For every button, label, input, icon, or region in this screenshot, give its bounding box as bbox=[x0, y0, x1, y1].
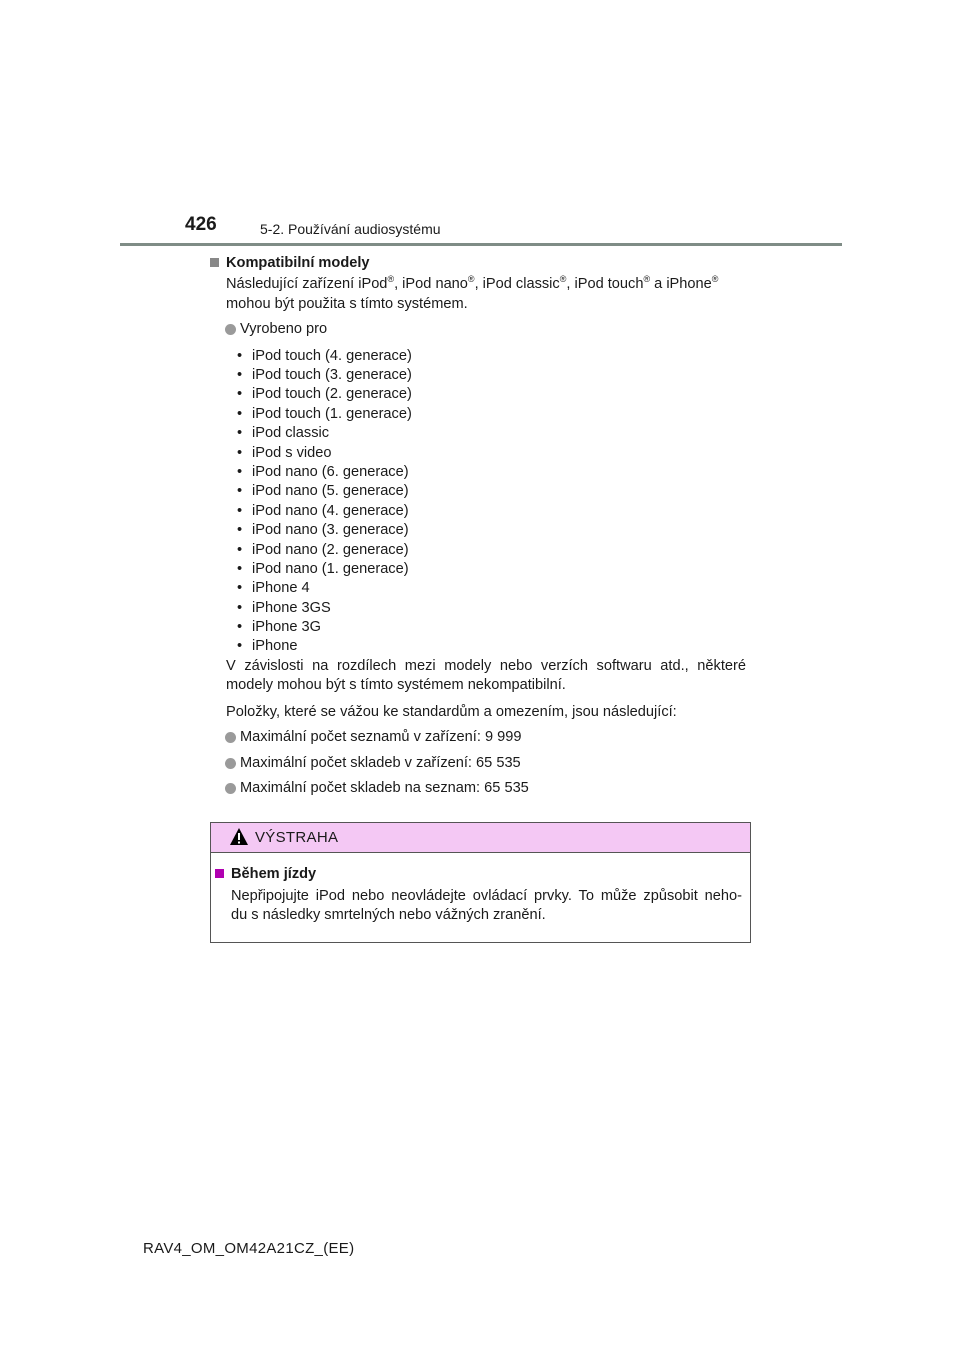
intro-part: , iPod classic bbox=[474, 276, 560, 293]
section-title: 5-2. Používání audiosystému bbox=[260, 221, 441, 237]
intro-part: Následující zařízení iPod bbox=[226, 276, 388, 293]
list-item: • iPod touch (2. generace) bbox=[236, 385, 746, 404]
compat-heading bbox=[210, 254, 746, 273]
list-item: • iPhone 4 bbox=[236, 579, 746, 598]
square-bullet-icon bbox=[210, 258, 219, 267]
registered-mark: ® bbox=[387, 274, 395, 285]
compat-heading-text: Kompatibilní modely bbox=[226, 255, 370, 271]
limit-text: Maximální počet seznamů v zařízení: 9 999 bbox=[240, 729, 522, 746]
registered-mark: ® bbox=[559, 274, 567, 285]
list-item: • iPod nano (6. generace) bbox=[236, 463, 746, 482]
limit-text: Maximální počet skladeb na seznam: 65 535 bbox=[240, 779, 529, 796]
registered-mark: ® bbox=[467, 274, 475, 285]
intro-part: , iPod touch bbox=[566, 276, 644, 293]
intro-part: , iPod nano bbox=[394, 276, 468, 293]
circle-bullet-icon bbox=[225, 758, 236, 769]
list-item: • iPod touch (4. generace) bbox=[236, 347, 746, 366]
list-item: • iPhone 3GS bbox=[236, 599, 746, 618]
list-item: • iPod touch (1. generace) bbox=[236, 405, 746, 424]
warning-title: VÝSTRAHA bbox=[255, 829, 339, 846]
main-content bbox=[210, 254, 746, 798]
list-item: • iPod touch (3. generace) bbox=[236, 366, 746, 385]
header-rule bbox=[120, 243, 842, 246]
compat-intro-end: mohou být použita s tímto systémem. bbox=[226, 295, 468, 312]
compat-note-line1: V závislosti na rozdílech mezi modely nebo verzích softwaru atd., některé bbox=[226, 657, 746, 674]
page-number: 426 bbox=[185, 214, 217, 235]
limit-row bbox=[210, 754, 746, 773]
warning-heading bbox=[215, 865, 742, 885]
circle-bullet-icon bbox=[225, 324, 236, 335]
warning-body bbox=[211, 853, 750, 926]
list-item: • iPod nano (1. generace) bbox=[236, 560, 746, 579]
square-bullet-icon bbox=[215, 869, 224, 878]
list-item: • iPod classic bbox=[236, 424, 746, 443]
warning-heading-text: Během jízdy bbox=[231, 866, 317, 882]
circle-bullet-icon bbox=[225, 783, 236, 794]
list-item: • iPhone 3G bbox=[236, 618, 746, 637]
made-for-label: Vyrobeno pro bbox=[240, 321, 328, 338]
list-item: • iPod nano (5. generace) bbox=[236, 482, 746, 501]
list-item: • iPhone bbox=[236, 637, 746, 656]
list-item: • iPod nano (4. generace) bbox=[236, 502, 746, 521]
list-item: • iPod s video bbox=[236, 444, 746, 463]
intro-part: a iPhone bbox=[650, 276, 712, 293]
list-item: • iPod nano (2. generace) bbox=[236, 541, 746, 560]
circle-bullet-icon bbox=[225, 732, 236, 743]
model-list bbox=[210, 347, 746, 657]
compat-note-line2: modely mohou být s tímto systémem nekompatibilní. bbox=[226, 677, 566, 694]
warning-header bbox=[211, 823, 750, 853]
registered-mark: ® bbox=[643, 274, 651, 285]
made-for-row bbox=[210, 320, 746, 339]
warning-box bbox=[210, 822, 751, 943]
warning-line2: du s následky smrtelných nebo vážných zranění. bbox=[231, 907, 546, 924]
warning-triangle-icon bbox=[229, 827, 249, 851]
doc-code: RAV4_OM_OM42A21CZ_(EE) bbox=[143, 1240, 355, 1257]
registered-mark: ® bbox=[711, 274, 719, 285]
limit-row bbox=[210, 779, 746, 798]
warning-line1: Nepřipojujte iPod nebo neovládejte ovládací prvky. To může způsobit neho- bbox=[231, 887, 742, 904]
compat-intro bbox=[210, 275, 746, 294]
limits-intro: Položky, které se vážou ke standardům a omezením, jsou následující: bbox=[226, 703, 677, 720]
limit-text: Maximální počet skladeb v zařízení: 65 535 bbox=[240, 754, 521, 771]
limit-row bbox=[210, 728, 746, 747]
list-item: • iPod nano (3. generace) bbox=[236, 521, 746, 540]
